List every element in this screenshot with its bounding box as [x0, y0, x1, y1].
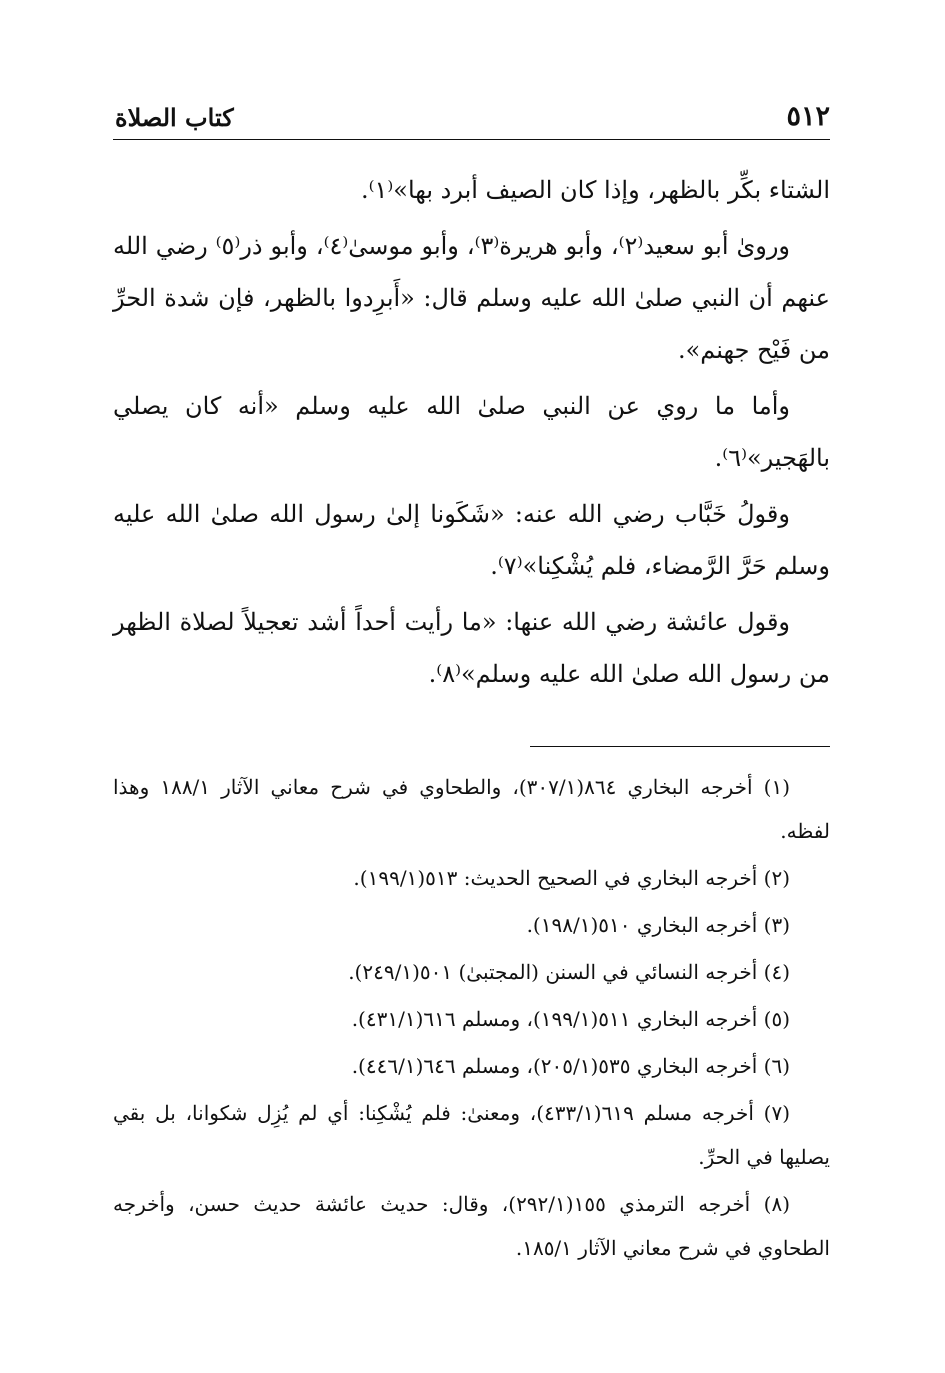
paragraph: وروىٰ أبو سعيد⁽٢⁾، وأبو هريرة⁽٣⁾، وأبو موسىٰ⁽٤⁾، وأبو ذر⁽٥⁾ رضي الله عنهم أن النبي صلىٰ الله عليه وسلم قال: «أَبرِدوا بالظهر، فإن شدة الحرِّ من فَيْح جهنم».: [113, 232, 830, 364]
footnote: (٨) أخرجه الترمذي ١٥٥(٢٩٢/١)، وقال: حديث عائشة حديث حسن، وأخرجه الطحاوي في شرح معاني الآثار ١٨٥/١.: [113, 1192, 830, 1260]
footnotes: [113, 765, 830, 1270]
book-page: [113, 95, 830, 1335]
paragraph: وقول عائشة رضي الله عنها: «ما رأيت أحداً أشد تعجيلاً لصلاة الظهر من رسول الله صلىٰ الله عليه وسلم»⁽٨⁾.: [113, 608, 830, 688]
footnote-separator: [530, 746, 830, 747]
page-number: ٥١٢: [786, 101, 830, 132]
footnote: (٧) أخرجه مسلم ٦١٩(٤٣٣/١)، ومعنىٰ: فلم يُشْكِنا: أي لم يُزِل شكوانا، بل بقي يصليها في الحرِّ.: [113, 1101, 830, 1169]
paragraph: وأما ما روي عن النبي صلىٰ الله عليه وسلم «أنه كان يصلي بالهَجير»⁽٦⁾.: [113, 392, 830, 472]
footnote: (٢) أخرجه البخاري في الصحيح الحديث: ٥١٣(١٩٩/١).: [353, 866, 790, 890]
running-head: [113, 95, 830, 140]
footnote: (٥) أخرجه البخاري ٥١١(١٩٩/١)، ومسلم ٦١٦(٤٣١/١).: [351, 1007, 790, 1031]
footnote: (٤) أخرجه النسائي في السنن (المجتبىٰ) ٥٠١(٢٤٩/١).: [348, 960, 790, 984]
footnote: (٣) أخرجه البخاري ٥١٠(١٩٨/١).: [526, 913, 790, 937]
footnote: (٦) أخرجه البخاري ٥٣٥(٢٠٥/١)، ومسلم ٦٤٦(٤٤٦/١).: [351, 1054, 790, 1078]
book-title: كتاب الصلاة: [115, 103, 234, 132]
footnote: (١) أخرجه البخاري ٨٦٤(٣٠٧/١)، والطحاوي في شرح معاني الآثار ١٨٨/١ وهذا لفظه.: [113, 775, 830, 843]
paragraph-continuation: الشتاء بكِّر بالظهر، وإذا كان الصيف أبرد بها»⁽١⁾.: [360, 176, 830, 204]
paragraph: وقولُ خَبَّاب رضي الله عنه: «شَكَونا إلىٰ رسول الله صلىٰ الله عليه وسلم حَرَّ الرَّمضاء، فلم يُشْكِنا»⁽٧⁾.: [113, 500, 830, 580]
main-text: [113, 164, 830, 700]
